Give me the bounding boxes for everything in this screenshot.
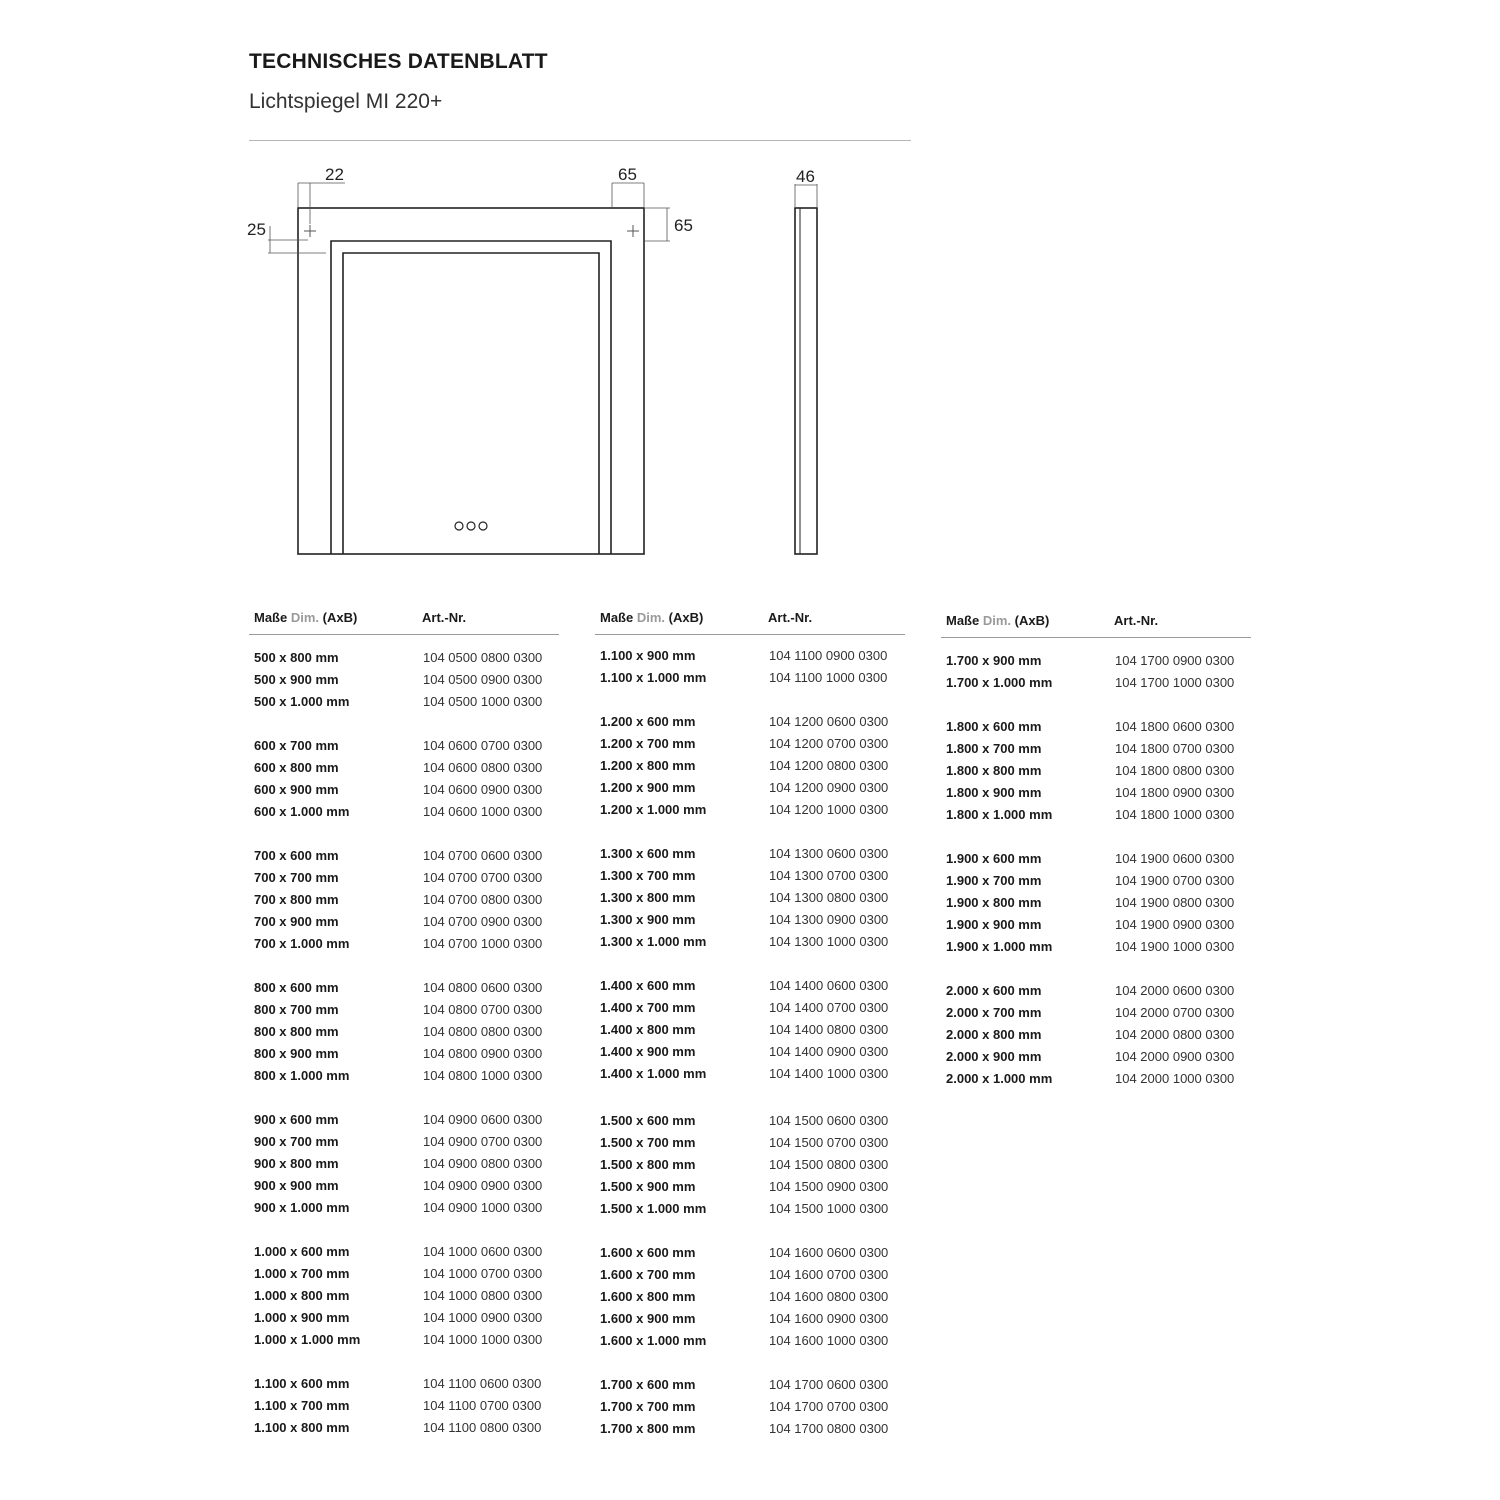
- article-number: 104 1800 0900 0300: [1115, 785, 1235, 800]
- article-number: 104 1600 1000 0300: [769, 1333, 889, 1348]
- dimension-value: 1.400 x 1.000 mm: [600, 1066, 707, 1081]
- size-group: [595, 1374, 905, 1440]
- article-number: 104 1000 0900 0300: [423, 1310, 543, 1325]
- table-row: [595, 1019, 905, 1041]
- product-name: Lichtspiegel MI 220+: [249, 90, 443, 113]
- dimension-value: 1.300 x 800 mm: [600, 890, 696, 905]
- article-number: 104 1500 0800 0300: [769, 1157, 889, 1172]
- dimension-value: 800 x 900 mm: [254, 1046, 339, 1061]
- size-group: [249, 1373, 559, 1439]
- article-number: 104 1800 0600 0300: [1115, 719, 1235, 734]
- size-group: [595, 975, 905, 1085]
- table-row: [249, 1241, 559, 1263]
- table-row: [249, 691, 559, 713]
- dimension-value: 1.900 x 900 mm: [946, 917, 1042, 932]
- dimension-value: 700 x 800 mm: [254, 892, 339, 907]
- article-number: 104 1000 0800 0300: [423, 1288, 543, 1303]
- dimension-value: 1.100 x 800 mm: [254, 1420, 350, 1435]
- article-number: 104 0500 0800 0300: [423, 650, 543, 665]
- dimension-value: 1.800 x 1.000 mm: [946, 807, 1053, 822]
- table-row: [595, 1264, 905, 1286]
- dimension-value: 900 x 800 mm: [254, 1156, 339, 1171]
- table-row: [595, 711, 905, 733]
- table-row: [595, 733, 905, 755]
- table-row: [595, 1396, 905, 1418]
- table-header: [249, 606, 559, 635]
- dimension-value: 700 x 1.000 mm: [254, 936, 350, 951]
- article-number: 104 1900 0900 0300: [1115, 917, 1235, 932]
- article-number: 104 1700 0700 0300: [769, 1399, 889, 1414]
- article-number-header: Art.-Nr.: [768, 610, 813, 625]
- dimension-value: 1.000 x 600 mm: [254, 1244, 350, 1259]
- dimension-value: 2.000 x 600 mm: [946, 983, 1042, 998]
- dimension-value: 1.700 x 800 mm: [600, 1421, 696, 1436]
- mirror-outer-frame: [298, 208, 644, 554]
- article-number: 104 0900 0900 0300: [423, 1178, 543, 1193]
- dimension-value: 1.300 x 1.000 mm: [600, 934, 707, 949]
- article-number: 104 0800 0600 0300: [423, 980, 543, 995]
- table-row: [595, 865, 905, 887]
- dimension-value: 900 x 1.000 mm: [254, 1200, 350, 1215]
- dimension-value: 1.900 x 600 mm: [946, 851, 1042, 866]
- article-number: 104 1800 0800 0300: [1115, 763, 1235, 778]
- dimension-value: 600 x 900 mm: [254, 782, 339, 797]
- article-number: 104 0800 0800 0300: [423, 1024, 543, 1039]
- dimension-value: 2.000 x 900 mm: [946, 1049, 1042, 1064]
- article-number: 104 2000 1000 0300: [1115, 1071, 1235, 1086]
- table-row: [595, 645, 905, 667]
- article-number: 104 0700 0800 0300: [423, 892, 543, 907]
- table-row: [941, 782, 1251, 804]
- size-group: [249, 845, 559, 955]
- table-row: [941, 914, 1251, 936]
- article-number: 104 1800 1000 0300: [1115, 807, 1235, 822]
- dimension-value: 900 x 900 mm: [254, 1178, 339, 1193]
- table-row: [595, 1330, 905, 1352]
- dimension-value: 1.400 x 600 mm: [600, 978, 696, 993]
- table-row: [249, 1373, 559, 1395]
- dimension-value: 900 x 600 mm: [254, 1112, 339, 1127]
- dimension-value: 1.000 x 1.000 mm: [254, 1332, 361, 1347]
- dimension-value: 1.500 x 900 mm: [600, 1179, 696, 1194]
- table-row: [249, 1329, 559, 1351]
- article-number: 104 1300 0600 0300: [769, 846, 889, 861]
- dimension-value: 800 x 600 mm: [254, 980, 339, 995]
- table-row: [941, 804, 1251, 826]
- dimension-value: 900 x 700 mm: [254, 1134, 339, 1149]
- article-number: 104 1800 0700 0300: [1115, 741, 1235, 756]
- article-number: 104 1300 0800 0300: [769, 890, 889, 905]
- article-number: 104 1600 0900 0300: [769, 1311, 889, 1326]
- article-number: 104 1100 0700 0300: [423, 1398, 542, 1413]
- article-number-header: Art.-Nr.: [422, 610, 467, 625]
- article-number: 104 0500 1000 0300: [423, 694, 543, 709]
- page-title: TECHNISCHES DATENBLATT: [249, 50, 548, 73]
- article-number: 104 0900 0700 0300: [423, 1134, 543, 1149]
- dimension-value: 1.800 x 600 mm: [946, 719, 1042, 734]
- table-row: [249, 1131, 559, 1153]
- table-row: [941, 1068, 1251, 1090]
- size-group: [595, 1110, 905, 1220]
- article-number: 104 1600 0600 0300: [769, 1245, 889, 1260]
- article-number: 104 0600 1000 0300: [423, 804, 543, 819]
- article-number: 104 0700 1000 0300: [423, 936, 543, 951]
- dimension-value: 800 x 700 mm: [254, 1002, 339, 1017]
- dimension-value: 1.700 x 900 mm: [946, 653, 1042, 668]
- table-row: [249, 1197, 559, 1219]
- dimension-value: 1.200 x 600 mm: [600, 714, 696, 729]
- article-number: 104 1900 0700 0300: [1115, 873, 1235, 888]
- table-row: [595, 1242, 905, 1264]
- article-number: 104 1500 0900 0300: [769, 1179, 889, 1194]
- size-group: [595, 711, 905, 821]
- article-number: 104 1900 1000 0300: [1115, 939, 1235, 954]
- size-group: [941, 650, 1251, 694]
- size-column-header: Maße Dim. (AxB): [946, 613, 1050, 628]
- article-number: 104 1700 0600 0300: [769, 1377, 889, 1392]
- dimension-value: 1.300 x 700 mm: [600, 868, 696, 883]
- table-row: [941, 716, 1251, 738]
- article-number: 104 1400 0900 0300: [769, 1044, 889, 1059]
- table-row: [249, 1307, 559, 1329]
- dimension-value: 1.700 x 700 mm: [600, 1399, 696, 1414]
- table-row: [595, 975, 905, 997]
- article-number: 104 1300 0900 0300: [769, 912, 889, 927]
- article-number: 104 1700 0800 0300: [769, 1421, 889, 1436]
- article-number: 104 2000 0600 0300: [1115, 983, 1235, 998]
- table-row: [941, 980, 1251, 1002]
- table-row: [941, 936, 1251, 958]
- dimension-value: 1.700 x 600 mm: [600, 1377, 696, 1392]
- dimension-value: 1.400 x 700 mm: [600, 1000, 696, 1015]
- size-group: [595, 1242, 905, 1352]
- table-row: [595, 1176, 905, 1198]
- dimension-value: 1.400 x 800 mm: [600, 1022, 696, 1037]
- size-group: [249, 1109, 559, 1219]
- table-row: [941, 760, 1251, 782]
- table-row: [595, 843, 905, 865]
- dim-label-top-height: 65: [674, 216, 693, 235]
- table-row: [941, 672, 1251, 694]
- table-row: [249, 1175, 559, 1197]
- dimension-value: 1.900 x 1.000 mm: [946, 939, 1053, 954]
- dimension-value: 1.000 x 800 mm: [254, 1288, 350, 1303]
- dim-label-top-width: 65: [618, 165, 637, 184]
- table-row: [249, 889, 559, 911]
- article-number: 104 2000 0900 0300: [1115, 1049, 1235, 1064]
- light-band-outer: [331, 241, 611, 554]
- size-group: [941, 716, 1251, 826]
- table-row: [249, 1109, 559, 1131]
- dimension-value: 1.600 x 900 mm: [600, 1311, 696, 1326]
- table-row: [595, 1063, 905, 1085]
- dimension-value: 1.100 x 900 mm: [600, 648, 696, 663]
- article-number: 104 1900 0800 0300: [1115, 895, 1235, 910]
- article-number: 104 1900 0600 0300: [1115, 851, 1235, 866]
- article-number-header: Art.-Nr.: [1114, 613, 1159, 628]
- dimension-value: 1.900 x 800 mm: [946, 895, 1042, 910]
- table-row: [595, 1308, 905, 1330]
- dimension-value: 1.600 x 700 mm: [600, 1267, 696, 1282]
- article-number: 104 0800 1000 0300: [423, 1068, 543, 1083]
- table-row: [595, 1418, 905, 1440]
- article-number: 104 0700 0900 0300: [423, 914, 543, 929]
- table-row: [249, 1021, 559, 1043]
- dimension-value: 1.000 x 700 mm: [254, 1266, 350, 1281]
- table-row: [941, 870, 1251, 892]
- article-number: 104 0500 0900 0300: [423, 672, 543, 687]
- dimension-value: 1.100 x 1.000 mm: [600, 670, 707, 685]
- table-row: [249, 1043, 559, 1065]
- dimension-value: 1.200 x 700 mm: [600, 736, 696, 751]
- article-number: 104 1500 0700 0300: [769, 1135, 889, 1150]
- size-group: [249, 735, 559, 823]
- dimension-value: 1.800 x 800 mm: [946, 763, 1042, 778]
- size-group: [249, 1241, 559, 1351]
- article-number: 104 2000 0800 0300: [1115, 1027, 1235, 1042]
- mirror-glass: [343, 253, 599, 554]
- table-row: [249, 999, 559, 1021]
- dimension-value: 1.600 x 600 mm: [600, 1245, 696, 1260]
- dimension-value: 2.000 x 1.000 mm: [946, 1071, 1053, 1086]
- table-row: [595, 1110, 905, 1132]
- table-row: [249, 1263, 559, 1285]
- article-number: 104 0800 0700 0300: [423, 1002, 543, 1017]
- table-row: [595, 997, 905, 1019]
- article-number: 104 1400 1000 0300: [769, 1066, 889, 1081]
- dimension-value: 1.000 x 900 mm: [254, 1310, 350, 1325]
- article-column-2: [595, 606, 905, 1440]
- dimension-value: 1.500 x 800 mm: [600, 1157, 696, 1172]
- article-number: 104 0600 0700 0300: [423, 738, 543, 753]
- article-number: 104 1200 0800 0300: [769, 758, 889, 773]
- article-number: 104 1100 0800 0300: [423, 1420, 542, 1435]
- table-row: [595, 755, 905, 777]
- article-number: 104 0800 0900 0300: [423, 1046, 543, 1061]
- table-row: [941, 1046, 1251, 1068]
- table-header: [941, 609, 1251, 638]
- table-row: [941, 892, 1251, 914]
- table-row: [249, 779, 559, 801]
- dimension-value: 700 x 700 mm: [254, 870, 339, 885]
- table-row: [595, 667, 905, 689]
- dimension-value: 1.300 x 600 mm: [600, 846, 696, 861]
- dim-label-frame-inset: 22: [325, 165, 344, 184]
- dimension-value: 700 x 600 mm: [254, 848, 339, 863]
- dimension-value: 500 x 900 mm: [254, 672, 339, 687]
- table-row: [249, 845, 559, 867]
- size-group: [249, 647, 559, 713]
- table-row: [595, 777, 905, 799]
- article-number: 104 1500 0600 0300: [769, 1113, 889, 1128]
- article-number: 104 1200 1000 0300: [769, 802, 889, 817]
- article-number: 104 1100 0600 0300: [423, 1376, 542, 1391]
- size-group: [941, 980, 1251, 1090]
- table-row: [249, 977, 559, 999]
- article-number: 104 1300 1000 0300: [769, 934, 889, 949]
- article-column-3: [941, 609, 1251, 1090]
- size-group: [595, 645, 905, 689]
- article-number: 104 1600 0800 0300: [769, 1289, 889, 1304]
- table-row: [941, 738, 1251, 760]
- table-row: [249, 757, 559, 779]
- table-row: [595, 887, 905, 909]
- table-row: [249, 1285, 559, 1307]
- size-group: [941, 848, 1251, 958]
- article-number: 104 1300 0700 0300: [769, 868, 889, 883]
- side-view-profile: [795, 208, 817, 554]
- table-row: [595, 799, 905, 821]
- table-row: [595, 1374, 905, 1396]
- dimension-value: 1.200 x 1.000 mm: [600, 802, 707, 817]
- dimension-value: 1.600 x 1.000 mm: [600, 1333, 707, 1348]
- table-row: [941, 1024, 1251, 1046]
- dimension-value: 1.400 x 900 mm: [600, 1044, 696, 1059]
- dimension-value: 1.900 x 700 mm: [946, 873, 1042, 888]
- dimension-value: 1.100 x 700 mm: [254, 1398, 350, 1413]
- article-number: 104 1200 0900 0300: [769, 780, 889, 795]
- table-row: [249, 669, 559, 691]
- dimension-value: 700 x 900 mm: [254, 914, 339, 929]
- article-number: 104 1700 1000 0300: [1115, 675, 1235, 690]
- article-column-1: [249, 606, 559, 1439]
- article-number: 104 0600 0900 0300: [423, 782, 543, 797]
- size-column-header: Maße Dim. (AxB): [600, 610, 704, 625]
- touch-buttons-icon: [455, 522, 487, 530]
- article-number: 104 0900 0800 0300: [423, 1156, 543, 1171]
- article-number: 104 1400 0600 0300: [769, 978, 889, 993]
- dimension-value: 1.200 x 800 mm: [600, 758, 696, 773]
- table-row: [595, 1041, 905, 1063]
- table-row: [249, 933, 559, 955]
- dimension-value: 2.000 x 800 mm: [946, 1027, 1042, 1042]
- dimension-value: 1.500 x 1.000 mm: [600, 1201, 707, 1216]
- article-number: 104 1200 0600 0300: [769, 714, 889, 729]
- dimension-value: 1.500 x 700 mm: [600, 1135, 696, 1150]
- table-row: [595, 931, 905, 953]
- article-number: 104 0700 0600 0300: [423, 848, 543, 863]
- size-group: [249, 977, 559, 1087]
- table-row: [249, 911, 559, 933]
- mounting-point-icon: [304, 225, 639, 237]
- dimension-value: 1.500 x 600 mm: [600, 1113, 696, 1128]
- article-number: 104 1700 0900 0300: [1115, 653, 1235, 668]
- dimension-value: 2.000 x 700 mm: [946, 1005, 1042, 1020]
- table-row: [249, 1395, 559, 1417]
- dimension-value: 1.100 x 600 mm: [254, 1376, 350, 1391]
- article-number: 104 0600 0800 0300: [423, 760, 543, 775]
- article-number: 104 1000 0700 0300: [423, 1266, 543, 1281]
- article-number: 104 1000 1000 0300: [423, 1332, 543, 1347]
- dimension-value: 500 x 1.000 mm: [254, 694, 350, 709]
- dimension-value: 1.300 x 900 mm: [600, 912, 696, 927]
- article-number: 104 1100 1000 0300: [769, 670, 888, 685]
- table-row: [249, 1153, 559, 1175]
- article-number: 104 1600 0700 0300: [769, 1267, 889, 1282]
- article-number: 104 2000 0700 0300: [1115, 1005, 1235, 1020]
- table-row: [249, 1417, 559, 1439]
- dimension-value: 1.800 x 700 mm: [946, 741, 1042, 756]
- table-row: [595, 1154, 905, 1176]
- technical-drawing: [0, 0, 1500, 580]
- table-row: [941, 650, 1251, 672]
- table-row: [595, 1286, 905, 1308]
- dimension-value: 600 x 700 mm: [254, 738, 339, 753]
- article-number: 104 1100 0900 0300: [769, 648, 888, 663]
- table-header: [595, 606, 905, 635]
- table-row: [941, 1002, 1251, 1024]
- dimension-value: 600 x 800 mm: [254, 760, 339, 775]
- table-row: [249, 1065, 559, 1087]
- dimension-value: 1.700 x 1.000 mm: [946, 675, 1053, 690]
- size-group: [595, 843, 905, 953]
- dimension-value: 500 x 800 mm: [254, 650, 339, 665]
- table-row: [595, 909, 905, 931]
- table-row: [941, 848, 1251, 870]
- dimension-value: 800 x 800 mm: [254, 1024, 339, 1039]
- table-row: [249, 867, 559, 889]
- size-column-header: Maße Dim. (AxB): [254, 610, 358, 625]
- table-row: [595, 1198, 905, 1220]
- article-number: 104 0900 1000 0300: [423, 1200, 543, 1215]
- article-number: 104 1400 0700 0300: [769, 1000, 889, 1015]
- article-number: 104 0900 0600 0300: [423, 1112, 543, 1127]
- dimension-value: 1.600 x 800 mm: [600, 1289, 696, 1304]
- table-row: [249, 801, 559, 823]
- table-row: [249, 647, 559, 669]
- dimension-value: 600 x 1.000 mm: [254, 804, 350, 819]
- table-row: [595, 1132, 905, 1154]
- article-number: 104 0700 0700 0300: [423, 870, 543, 885]
- dimension-value: 1.800 x 900 mm: [946, 785, 1042, 800]
- article-number: 104 1400 0800 0300: [769, 1022, 889, 1037]
- article-number: 104 1200 0700 0300: [769, 736, 889, 751]
- article-number: 104 1500 1000 0300: [769, 1201, 889, 1216]
- dim-label-depth: 46: [796, 167, 815, 186]
- table-row: [249, 735, 559, 757]
- dimension-value: 1.200 x 900 mm: [600, 780, 696, 795]
- dim-label-cross-offset: 25: [247, 220, 266, 239]
- dimension-value: 800 x 1.000 mm: [254, 1068, 350, 1083]
- article-number: 104 1000 0600 0300: [423, 1244, 543, 1259]
